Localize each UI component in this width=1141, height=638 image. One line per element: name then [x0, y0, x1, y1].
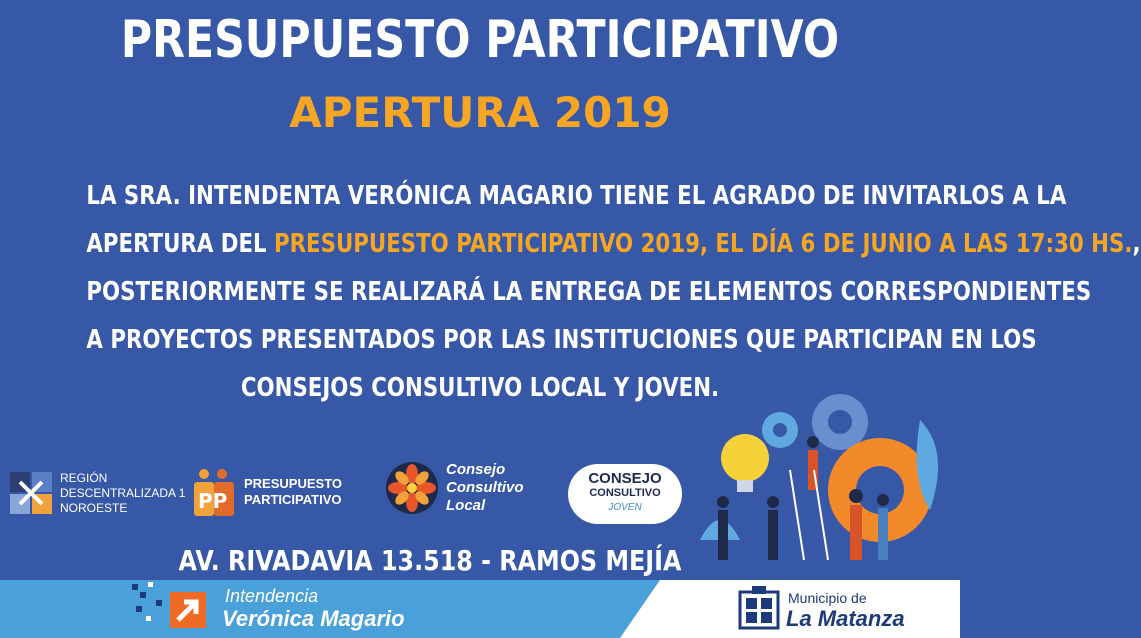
- region-line-2: DESCENTRALIZADA 1: [60, 485, 186, 500]
- consejo-local-line-3: Local: [446, 497, 486, 514]
- page-title: PRESUPUESTO PARTICIPATIVO: [120, 10, 840, 70]
- region-line-3: NOROESTE: [60, 500, 128, 515]
- presupuesto-logo-icon: [190, 466, 238, 518]
- invitation-line-2-suffix: ,: [1132, 229, 1141, 259]
- consejo-local-line-2: Consultivo: [446, 479, 524, 496]
- event-address: AV. RIVADAVIA 13.518 - RAMOS MEJÍA: [178, 544, 682, 577]
- consejo-joven-logo: [568, 464, 682, 524]
- invitation-line-1: LA SRA. INTENDENTA VERÓNICA MAGARIO TIENE EL AGRADO DE INVITARLOS A LA: [86, 181, 1067, 211]
- arrow-logo-icon: [130, 578, 214, 638]
- region-line-1: REGIÓN: [60, 470, 108, 485]
- intendencia-name: Verónica Magario: [222, 606, 405, 631]
- invitation-text: [0, 172, 1141, 412]
- lightbulb-icon: [721, 434, 769, 492]
- invitation-line-2: [86, 220, 1141, 268]
- consejo-local-line-1: Consejo: [446, 461, 506, 478]
- consejo-local-logo: [384, 460, 524, 516]
- presupuesto-mark: PP: [198, 489, 228, 513]
- consejo-local-flower-icon: [384, 460, 440, 516]
- consejo-joven-line-3: JOVEN: [608, 502, 642, 513]
- municipio-crest-icon: [738, 584, 780, 632]
- gear-icon: [762, 394, 932, 542]
- consejo-joven-line-1: CONSEJO: [588, 470, 662, 487]
- invitation-line-2-prefix: APERTURA DEL: [86, 229, 275, 259]
- region-logo: [8, 470, 185, 516]
- municipio-name: La Matanza: [786, 606, 905, 631]
- presupuesto-line-2: PARTICIPATIVO: [244, 492, 342, 507]
- region-logo-icon: [8, 470, 54, 516]
- page-subtitle: APERTURA 2019: [289, 88, 671, 137]
- presupuesto-logo: [190, 466, 342, 518]
- invitation-highlight: PRESUPUESTO PARTICIPATIVO 2019, EL DÍA 6 DE JUNIO A LAS 17:30 HS.: [274, 229, 1133, 259]
- invitation-line-4: A PROYECTOS PRESENTADOS POR LAS INSTITUCIONES QUE PARTICIPAN EN LOS: [86, 325, 1037, 355]
- invitation-line-3: POSTERIORMENTE SE REALIZARÁ LA ENTREGA DE ELEMENTOS CORRESPONDIENTES: [86, 277, 1092, 307]
- consejo-joven-line-2: CONSULTIVO: [589, 487, 661, 499]
- invitation-line-5: CONSEJOS CONSULTIVO LOCAL Y JOVEN.: [240, 373, 720, 403]
- intendencia-label: Intendencia: [225, 586, 319, 606]
- presupuesto-line-1: PRESUPUESTO: [244, 476, 343, 491]
- municipio-label: Municipio de: [788, 590, 867, 606]
